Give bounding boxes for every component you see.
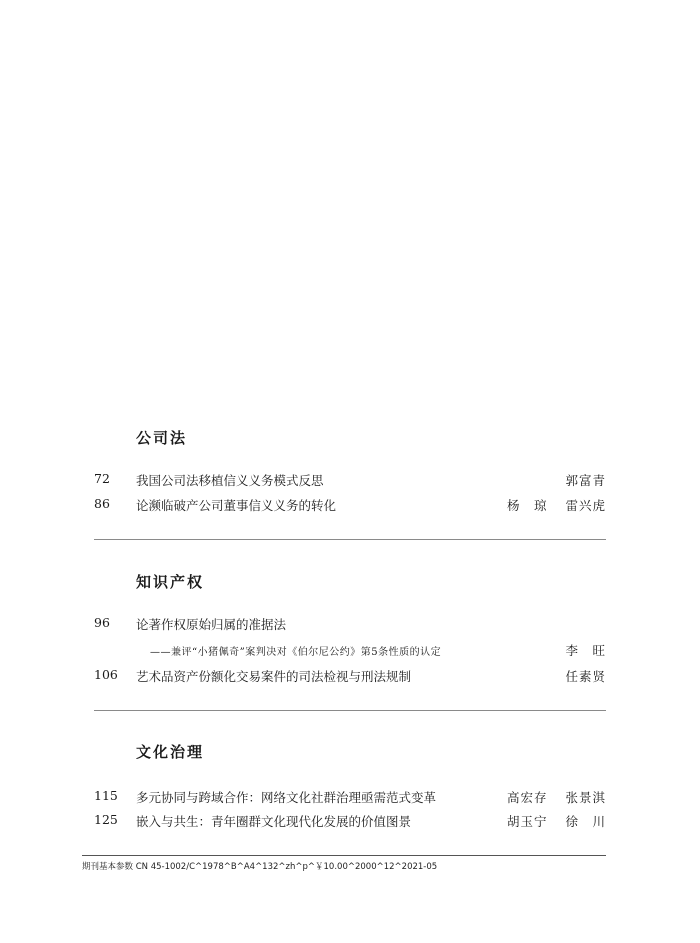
- article-authors: [507, 496, 606, 514]
- page-number: 125: [94, 812, 118, 827]
- page-number: 106: [94, 667, 118, 682]
- article-title: 论著作权原始归属的准据法: [136, 617, 287, 632]
- article-authors: [565, 471, 606, 489]
- article-authors: [507, 788, 606, 806]
- article-title: 嵌入与共生：青年圈群文化现代化发展的价值图景: [136, 814, 412, 829]
- page-number: 72: [94, 471, 110, 486]
- section-title-cultural-governance: 文化治理: [136, 743, 205, 761]
- toc-entry-subtitle-row: [0, 641, 700, 663]
- author: 张景淇: [565, 790, 606, 805]
- footer-divider: [82, 855, 606, 856]
- article-authors: [565, 667, 606, 685]
- page-number: 96: [94, 615, 110, 630]
- author: 杨 琼: [506, 498, 548, 513]
- section-title-intellectual-property: 知识产权: [136, 573, 205, 591]
- article-title: 多元协同与跨域合作：网络文化社群治理亟需范式变革: [136, 790, 437, 805]
- article-subtitle: ——兼评“小猪佩奇”案判决对《伯尔尼公约》第5条性质的认定: [150, 647, 442, 658]
- page-number: 115: [94, 788, 118, 803]
- section-divider: [94, 539, 606, 540]
- article-title: 我国公司法移植信义义务模式反思: [136, 473, 324, 488]
- toc-entry[interactable]: [0, 471, 700, 493]
- author: 任素贤: [565, 669, 606, 684]
- article-title: 艺术品资产份额化交易案件的司法检视与刑法规制: [136, 669, 412, 684]
- section-divider: [94, 710, 606, 711]
- author: 郭富青: [565, 473, 606, 488]
- author: 高宏存: [506, 790, 548, 805]
- toc-entry[interactable]: [0, 788, 700, 810]
- section-title-company-law: 公司法: [136, 429, 188, 447]
- toc-entry[interactable]: [0, 667, 700, 689]
- toc-entry[interactable]: [0, 812, 700, 834]
- toc-entry[interactable]: [0, 496, 700, 518]
- toc-entry[interactable]: [0, 615, 700, 637]
- author: 李 旺: [565, 643, 606, 658]
- article-authors: [507, 812, 606, 830]
- journal-parameters: 期刊基本参数 CN 45-1002/C^1978^B^A4^132^zh^p^￥10.00^2000^12^2021-05: [82, 862, 438, 872]
- article-authors: [565, 641, 606, 659]
- article-title: 论濒临破产公司董事信义义务的转化: [136, 498, 337, 513]
- author: 徐 川: [565, 814, 606, 829]
- author: 胡玉宁: [506, 814, 548, 829]
- author: 雷兴虎: [565, 498, 606, 513]
- page-number: 86: [94, 496, 110, 511]
